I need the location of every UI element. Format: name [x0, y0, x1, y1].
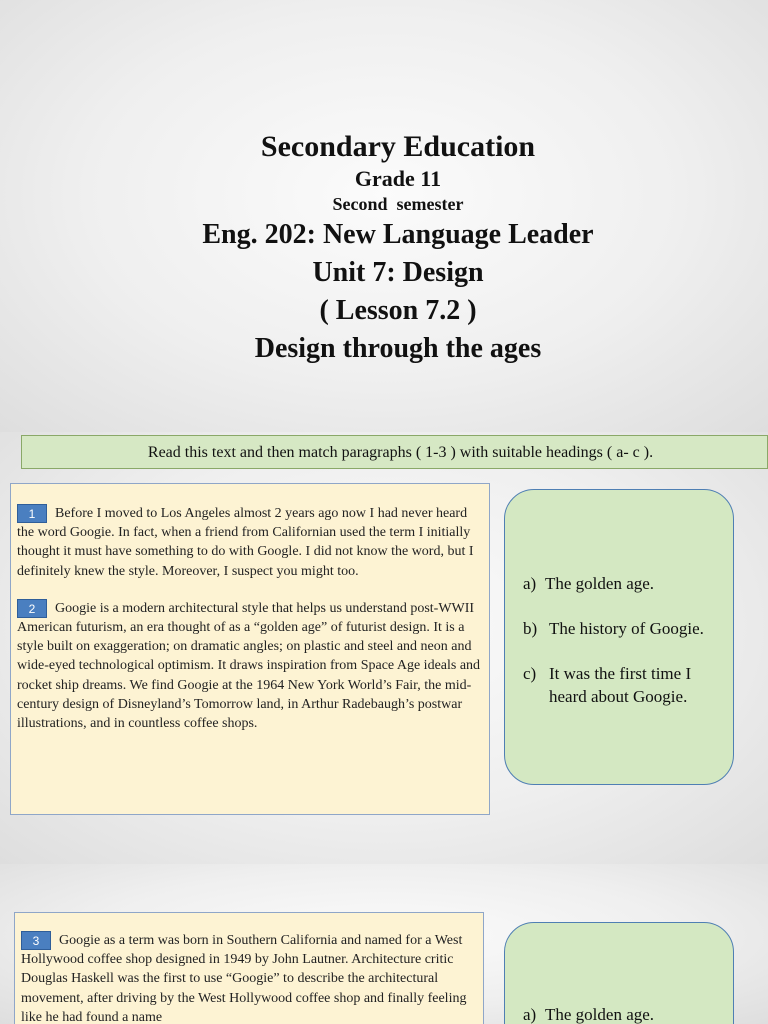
paragraph-text: Googie is a modern architectural style that helps us understand post-WWII American futurism, an era thought of as a “golden age” of futurist design. It is a style built on exaggeration; on dramatic angles; on plastic and steel and neon and wide-eyed technological optimism. It draws inspiration from Space Age ideals and rocket ship dreams. We find Googie at the 1964 New York World’s Fair, the mid-century design of Disneyland’s Tomorrow land, in Arthur Radebaugh’s postwar illustrations, and in countless coffee shops.	[17, 600, 481, 732]
grade-label: Grade 11	[354, 166, 442, 191]
paragraph-number-badge: 3	[21, 931, 51, 950]
heading-text: The golden age.	[545, 1005, 655, 1024]
headings-box	[504, 489, 734, 785]
semester-label: Second semester	[332, 194, 464, 214]
reading-slide	[0, 432, 768, 864]
slide-title: Secondary Education	[260, 130, 536, 163]
title-block	[0, 128, 768, 368]
instruction-banner: Read this text and then match paragraphs ( 1-3 ) with suitable headings ( a- c ).	[21, 435, 768, 469]
paragraph-number-badge: 2	[17, 599, 47, 618]
course-title: Eng. 202: New Language Leader	[202, 219, 594, 250]
heading-a	[523, 572, 715, 595]
heading-a	[523, 1003, 715, 1024]
heading-label: a)	[523, 1005, 537, 1024]
paragraph-box	[14, 912, 484, 1024]
paragraph-3	[21, 931, 477, 1024]
headings-box	[504, 922, 734, 1024]
lesson-title: ( Lesson 7.2 )	[319, 295, 477, 326]
heading-text: The golden age.	[545, 574, 655, 593]
paragraph-2	[17, 599, 482, 733]
heading-label: a)	[523, 574, 537, 593]
paragraph-box	[10, 483, 490, 815]
unit-title: Unit 7: Design	[312, 257, 484, 288]
heading-b	[523, 617, 715, 640]
paragraph-text: Googie as a term was born in Southern California and named for a West Hollywood coffee shop designed in 1949 by John Lautner. Architecture critic Douglas Haskell was the first to use “Googie” to describe the architectural movement, after driving by the West Hollywood coffee shop and finally feeling like he had found a name	[21, 933, 467, 1024]
paragraph-text: Before I moved to Los Angeles almost 2 years ago now I had never heard the word Googie. In fact, when a friend from Californian used the term I initially thought it must have something to do with Google. I did not know the word, but I definitely knew the style. Moreover, I suspect you might too.	[17, 506, 474, 579]
topic-title: Design through the ages	[254, 333, 542, 364]
heading-text: It was the first time I heard about Googie.	[549, 664, 692, 706]
heading-label: c)	[523, 664, 537, 683]
reading-slide-2	[0, 864, 768, 1024]
heading-c	[523, 662, 715, 708]
title-slide	[0, 0, 768, 432]
paragraph-number-badge: 1	[17, 504, 47, 523]
heading-label: b)	[523, 619, 538, 638]
paragraph-1	[17, 504, 482, 581]
heading-text: The history of Googie.	[549, 619, 704, 638]
